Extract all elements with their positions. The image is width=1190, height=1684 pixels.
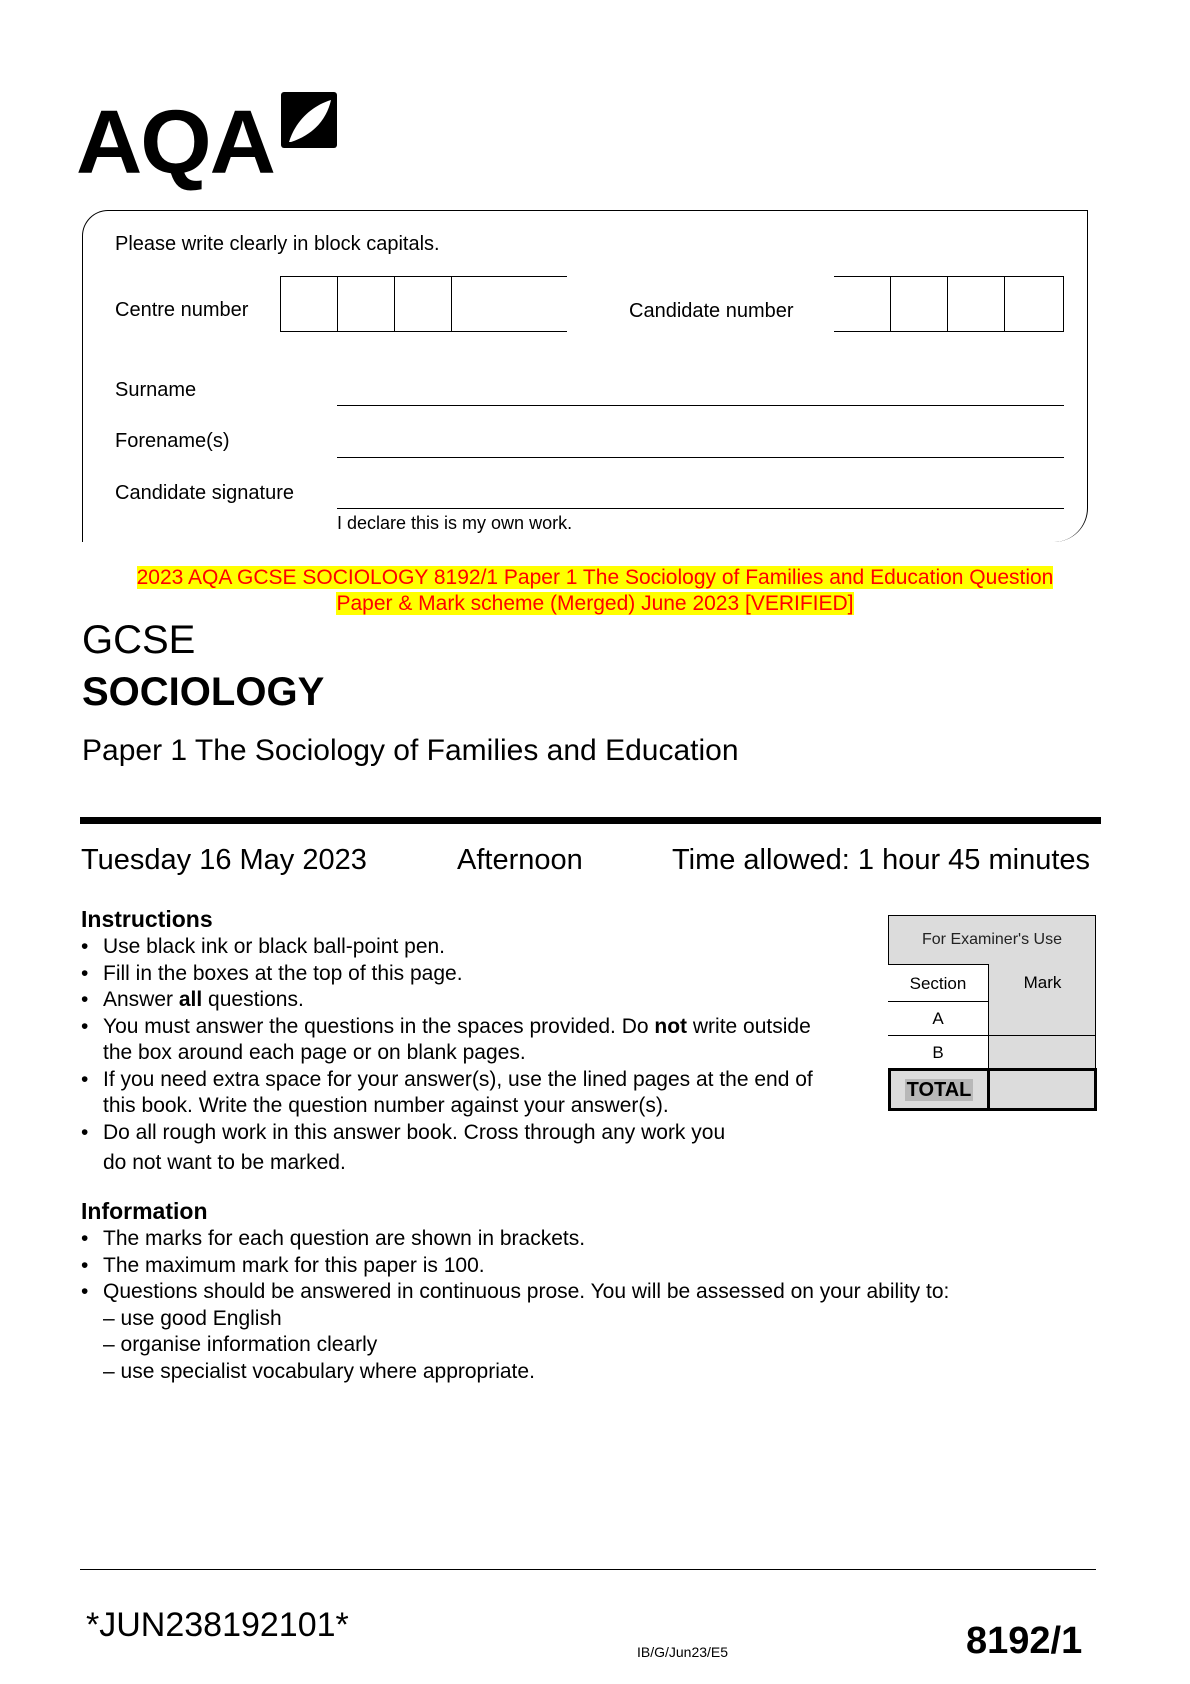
exam-session: Afternoon [457,844,583,876]
total-mark[interactable] [987,1068,1097,1111]
centre-number-label: Centre number [115,299,249,321]
information-item: • The maximum mark for this paper is 100. [81,1253,1081,1280]
bullet-icon: • [81,1280,89,1303]
section-column-header: Section [888,964,989,1001]
instructions-heading: Instructions [81,906,213,932]
bullet-icon: • [81,1120,89,1144]
aqa-leaf-icon [281,92,337,148]
surname-label: Surname [115,379,197,401]
banner-line-1: 2023 AQA GCSE SOCIOLOGY 8192/1 Paper 1 The Sociology of Families and Education Question [136,566,1054,589]
bullet-icon: • [81,1227,89,1250]
signature-label: Candidate signature [115,482,295,504]
instruction-item: • Use black ink or black ball-point pen. [81,934,881,961]
aqa-logo-text: AQA [76,93,274,193]
information-item: • Questions should be answered in continuous prose. You will be assessed on your ability to: [81,1279,1081,1306]
examiner-table-header: For Examiner's Use [922,931,1062,948]
centre-number-box-4[interactable] [452,277,567,331]
candidate-number-box-2[interactable] [891,277,948,331]
assessment-criterion: – use specialist vocabulary where appropriate. [103,1359,535,1383]
instruction-item: • If you need extra space for your answer(s), use the lined pages at the end of this book. Write the question number against your answer(s). [81,1067,813,1117]
candidate-number-boxes [834,276,1064,332]
bullet-icon: • [81,988,89,1011]
assessment-criterion: – organise information clearly [103,1333,378,1356]
surname-input[interactable] [337,405,1064,406]
centre-number-box-3[interactable] [395,277,452,331]
bullet-icon: • [81,1014,89,1038]
examiner-use-table [888,915,1096,1111]
candidate-number-box-1[interactable] [834,277,891,331]
qualification-level: GCSE [82,618,196,662]
block-capitals-instruction: Please write clearly in block capitals. [115,233,440,255]
document-reference: IB/G/Jun23/E5 [637,1644,729,1660]
forenames-input[interactable] [337,457,1064,458]
information-item: • The marks for each question are shown in brackets. [81,1226,1081,1253]
forenames-label: Forename(s) [115,430,230,452]
information-list [81,1226,1081,1385]
section-b-mark[interactable] [989,1035,1096,1068]
centre-number-box-1[interactable] [280,277,338,331]
section-a-mark[interactable] [989,1001,1096,1035]
exam-date: Tuesday 16 May 2023 [81,844,367,876]
instruction-item: • Do all rough work in this answer book. Cross through any work you do not want to be marked. [81,1120,726,1174]
bullet-icon: • [81,961,89,985]
bullet-icon: • [81,1253,89,1277]
instructions-list [81,934,881,1177]
instruction-item: • You must answer the questions in the spaces provided. Do not write outside the box around each page or on blank pages. [81,1014,811,1064]
time-allowed: Time allowed: 1 hour 45 minutes [672,844,1091,876]
mark-column-header: Mark [1023,973,1062,992]
document-title-banner [80,565,1110,617]
section-b-label: B [888,1035,989,1068]
centre-number-box-2[interactable] [338,277,395,331]
paper-code: 8192/1 [966,1620,1083,1662]
signature-input[interactable] [337,508,1064,509]
total-label: TOTAL [888,1068,990,1111]
barcode-text: *JUN238192101* [86,1606,349,1644]
candidate-number-label: Candidate number [629,300,794,322]
bullet-icon: • [81,1067,89,1091]
bullet-icon: • [81,935,89,958]
paper-title: Paper 1 The Sociology of Families and Education [82,734,739,767]
banner-line-2: Paper & Mark scheme (Merged) June 2023 [VERIFIED] [336,592,854,615]
candidate-number-box-3[interactable] [948,277,1005,331]
title-divider [80,817,1101,824]
instruction-item: • Fill in the boxes at the top of this page. [81,961,881,988]
information-heading: Information [81,1198,208,1224]
centre-number-boxes [280,276,567,332]
candidate-number-box-4[interactable] [1005,277,1064,331]
subject-title: SOCIOLOGY [82,670,325,714]
footer-divider [80,1569,1096,1570]
instruction-item: • Answer all questions. [81,987,881,1014]
assessment-criterion: – use good English [103,1306,282,1330]
declaration-text: I declare this is my own work. [337,513,573,533]
section-a-label: A [888,1001,989,1035]
